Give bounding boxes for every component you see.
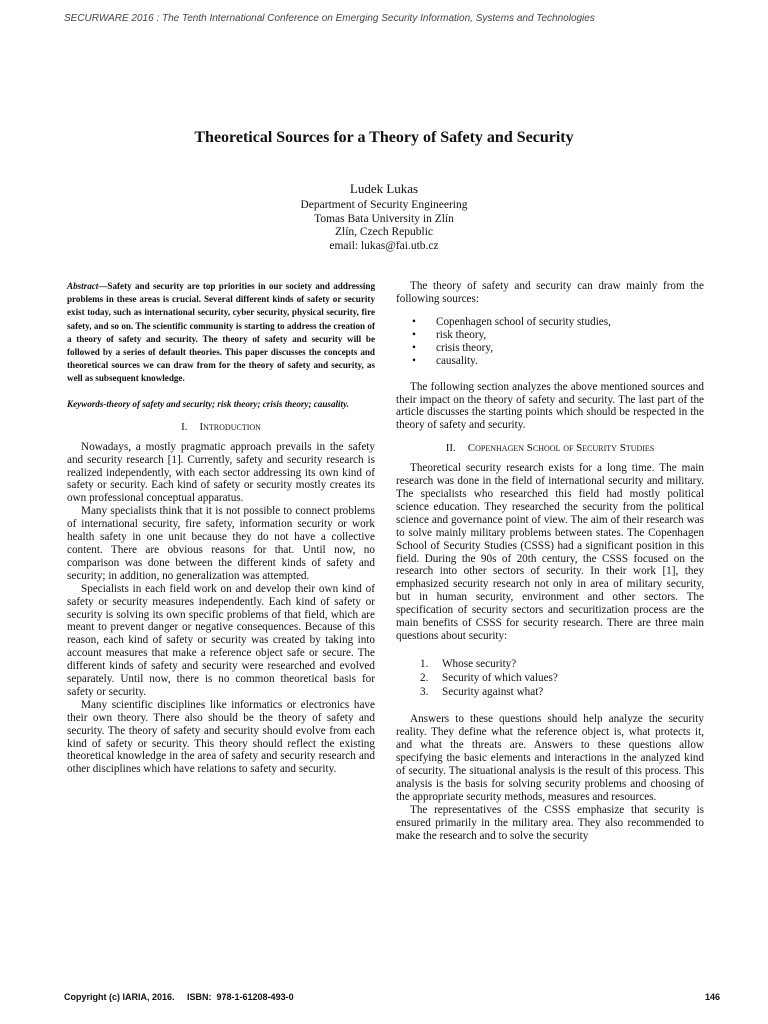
section-number: I. [181,420,188,433]
paper-title: Theoretical Sources for a Theory of Safety and Security [194,129,574,146]
list-item: 3. Security against what? [420,686,544,699]
list-item: • risk theory, [412,329,487,342]
outline-paragraph: The following section analyzes the above mentioned sources and their impact on the theory of safety and security. The last part of the article discusses the starting points which should be respected in the theory of safety and security. [396,380,704,432]
intro-paragraph-3: Specialists in each field work on and develop their own kind of safety or security measures independently. Each kind of safety or security is solving its own specific problems of that field, which are meant to prevent danger or negative consequences. Because of this reason, each kind of safety or security was created by taking into account measures that make a reference object safe or secure. The different kinds of safety and security were researched and evolved separately. Until now, there is no common theoretical basis for safety or security. [67,582,375,698]
left-column [67,280,375,776]
sources-list [396,316,704,369]
csss-paragraph-2: Answers to these questions should help analyze the security reality. They define what the reference object is, what protects it, and what the threats are. Answers to these questions allow specifying the basic elements and interactions in the analyzed kind of security. The situational analysis is the result of this process. This analysis is the basis for solving security problems and choosing of the appropriate security methods, measures and resources. [396,713,704,803]
section-number: II. [445,442,456,455]
list-item: • causality. [412,355,478,368]
affiliation-department: Department of Security Engineering [300,199,468,211]
right-column [396,280,704,843]
author-affiliation [0,199,768,253]
running-header: SECURWARE 2016 : The Tenth International Conference on Emerging Security Information, Systems and Technologies [64,13,595,24]
section-heading-copenhagen [396,442,704,455]
affiliation-email: email: lukas@fai.utb.cz [329,239,439,252]
list-item: • Copenhagen school of security studies, [412,315,611,328]
list-item: 1. Whose security? [420,657,517,670]
section-title: Introduction [199,420,261,433]
bullet-icon: • [412,355,416,368]
csss-paragraph-3: The representatives of the CSSS emphasize that security is ensured primarily in the military area. They also recommended to make the research and to solve the security [396,803,704,842]
bullet-icon: • [412,315,416,328]
page-number: 146 [704,992,720,1002]
questions-list [396,657,704,700]
sources-intro-paragraph: The theory of safety and security can draw mainly from the following sources: [396,280,704,305]
list-item: • crisis theory, [412,342,494,355]
intro-paragraph-1: Nowadays, a mostly pragmatic approach prevails in the safety and security research [1]. Currently, safety and security research is realized independently, with each sector addressing its own kind of safety or security. Each kind of safety or security mostly creates its own professional conceptual apparatus. [67,440,375,505]
footer-copyright: Copyright (c) IARIA, 2016. ISBN: 978-1-61208-493-0 [64,992,294,1002]
abstract-text: —Safety and security are top priorities in our society and addressing problems in these areas is crucial. Several different kinds of safety or security exist today, such as international security, cyber security, physical security, fire safety, and so on. The scientific community is starting to address the creation of a theory of safety and security. The theory of safety and security will be followed by a series of default theories. This paper discusses the concepts and theoretical sources we can draw from for the theory of safety and security, as well as subsequent knowledge. [67,281,375,384]
affiliation-university: Tomas Bata University in Zlín [314,212,454,225]
abstract [67,280,375,386]
keywords: Keywords-theory of safety and security; risk theory; crisis theory; causality. [67,398,350,409]
abstract-lead: Abstract [67,281,99,291]
bullet-icon: • [412,329,416,342]
section-heading-introduction [67,421,375,434]
author-name: Ludek Lukas [349,181,419,196]
section-title: Copenhagen School of Security Studies [467,442,655,455]
csss-paragraph-1: Theoretical security research exists for a long time. The main research was done in the field of international security and military. The specialists who researched this field had mostly political science education. They researched the security from the political science and governance point of view. The aim of their research was to solve mainly military problems between states. The Copenhagen School of Security Studies (CSSS) had a significant position in this field. During the 90s of 20th century, the CSSS focused on the research into other sectors of security. In their work [1], they emphasized security research not only in area of military security, but in human security, environment and other sectors. The specification of security sectors and securitization process are the main benefits of CSSS for security research. There are three main questions about security: [396,462,704,642]
affiliation-location: Zlín, Czech Republic [334,226,434,238]
list-item: 2. Security of which values? [420,672,558,685]
intro-paragraph-2: Many specialists think that it is not possible to connect problems of international security, fire safety, information security or work health safety in one unit because they do not have a collective content. There are obvious reasons for that. Until now, no comparison was done between the different kinds of safety and security; in addition, no generalization was attempted. [67,505,375,582]
bullet-icon: • [412,342,416,355]
intro-paragraph-4: Many scientific disciplines like informatics or electronics have their own theory. There also should be the theory of safety and security. The theory of safety and security should evolve from each kind of safety or security. This theory should reflect the existing theoretical knowledge in the area of safety and security research and other disciplines which have relations to safety and security. [67,698,375,776]
